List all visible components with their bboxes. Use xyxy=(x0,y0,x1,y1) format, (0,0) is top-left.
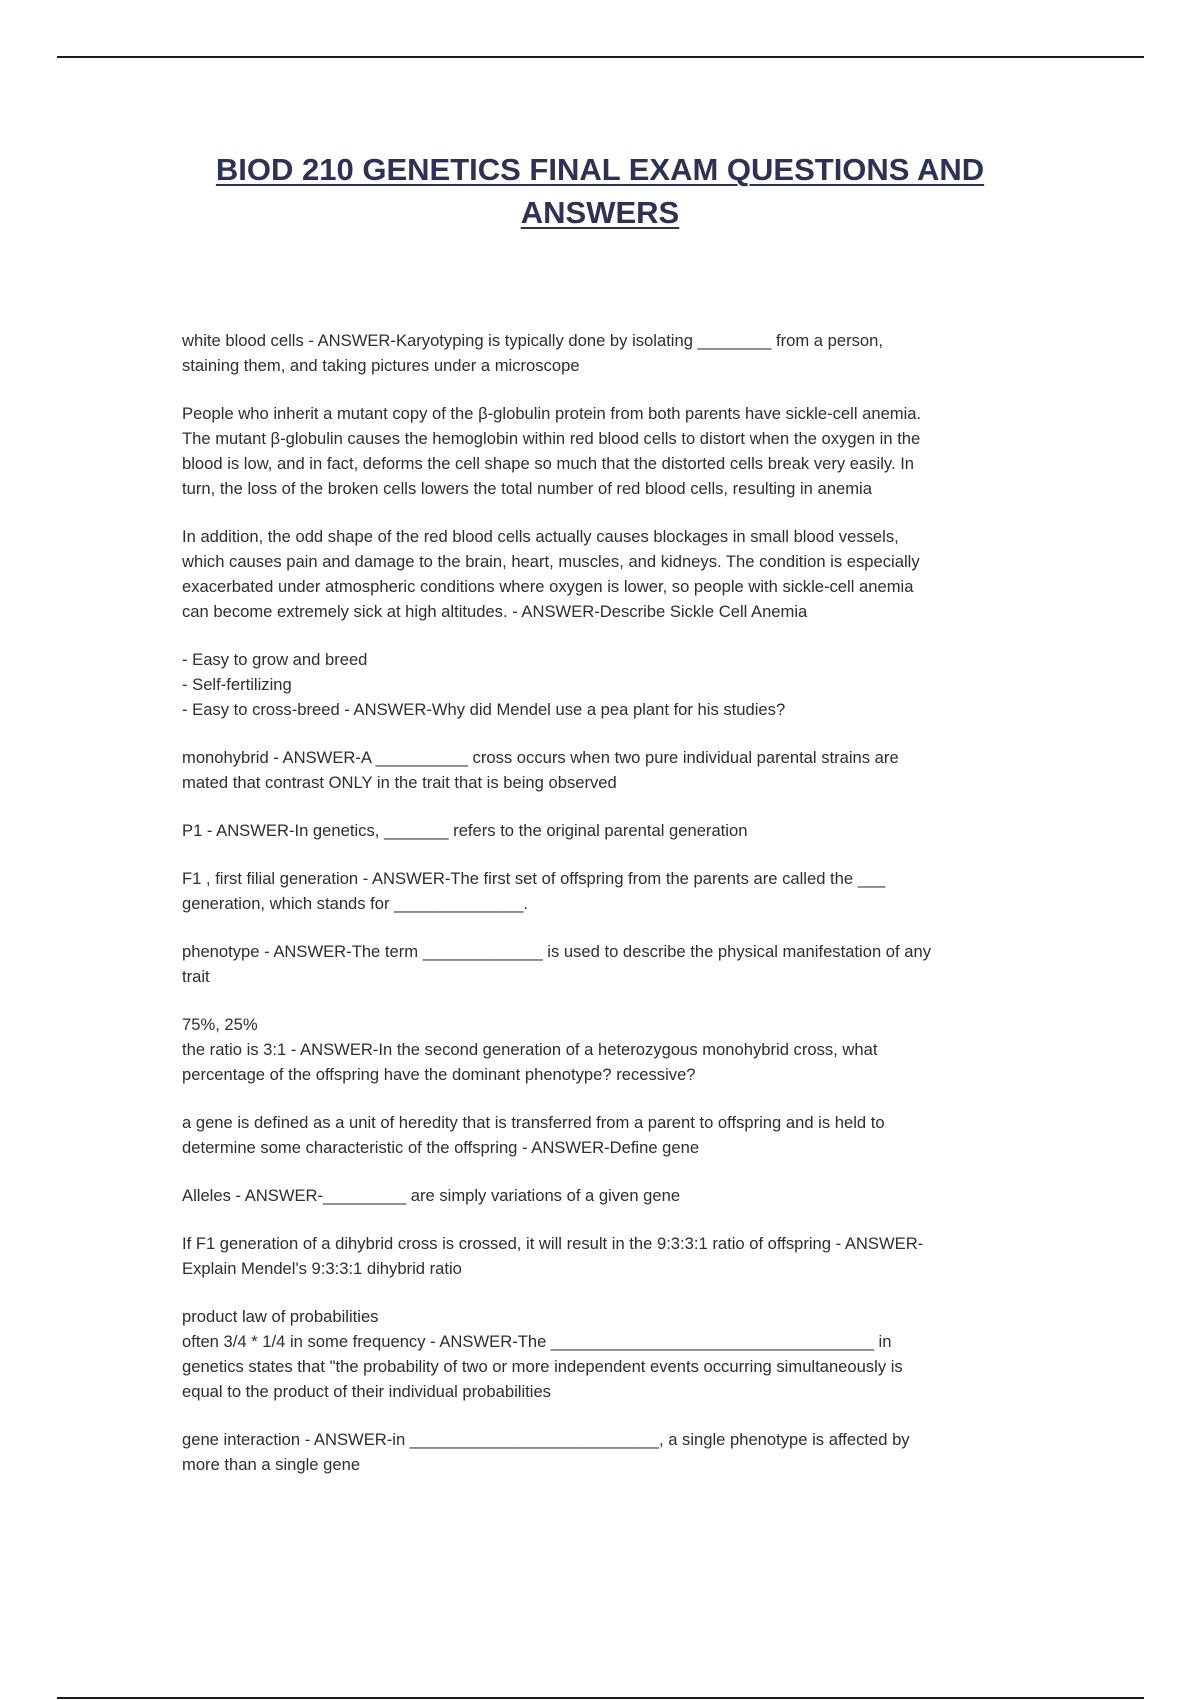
qa-line: F1 , first filial generation - ANSWER-The first set of offspring from the parents are called the ___ xyxy=(182,869,886,888)
footer-rule xyxy=(57,1697,1144,1699)
qa-line: the ratio is 3:1 - ANSWER-In the second generation of a heterozygous monohybrid cross, what xyxy=(182,1040,878,1059)
title-line-1: BIOD 210 GENETICS FINAL EXAM QUESTIONS AND xyxy=(215,152,985,187)
qa-line: more than a single gene xyxy=(182,1455,361,1474)
qa-line: blood is low, and in fact, deforms the cell shape so much that the distorted cells break very easily. In xyxy=(182,454,915,473)
qa-entry xyxy=(182,745,1032,795)
header-rule xyxy=(57,56,1144,58)
qa-entry xyxy=(182,328,1032,378)
qa-line: staining them, and taking pictures under a microscope xyxy=(182,356,580,375)
title-line-2: ANSWERS xyxy=(520,195,680,230)
qa-line: mated that contrast ONLY in the trait that is being observed xyxy=(182,773,617,792)
qa-entry xyxy=(182,818,1032,843)
qa-line: phenotype - ANSWER-The term _____________ is used to describe the physical manifestation of any xyxy=(182,942,931,961)
qa-line: percentage of the offspring have the dominant phenotype? recessive? xyxy=(182,1065,696,1084)
qa-line: generation, which stands for ______________. xyxy=(182,894,528,913)
qa-line: 75%, 25% xyxy=(182,1015,258,1034)
qa-entry xyxy=(182,1304,1032,1404)
qa-entry xyxy=(182,1183,1032,1208)
qa-entry xyxy=(182,647,1032,722)
qa-line: often 3/4 * 1/4 in some frequency - ANSWER-The ___________________________________ in xyxy=(182,1332,892,1351)
qa-entry xyxy=(182,1231,1032,1281)
qa-line: monohybrid - ANSWER-A __________ cross occurs when two pure individual parental strains are xyxy=(182,748,899,767)
qa-line: trait xyxy=(182,967,210,986)
qa-line: gene interaction - ANSWER-in ___________________________, a single phenotype is affected by xyxy=(182,1430,910,1449)
qa-entry xyxy=(182,939,1032,989)
qa-line: In addition, the odd shape of the red blood cells actually causes blockages in small blood vessels, xyxy=(182,527,899,546)
qa-line: The mutant β-globulin causes the hemoglobin within red blood cells to distort when the oxygen in the xyxy=(182,429,921,448)
qa-line: a gene is defined as a unit of heredity that is transferred from a parent to offspring and is held to xyxy=(182,1113,885,1132)
qa-line: - Self-fertilizing xyxy=(182,675,292,694)
qa-line: white blood cells - ANSWER-Karyotyping is typically done by isolating ________ from a person, xyxy=(182,331,883,350)
qa-list xyxy=(182,328,1032,1500)
qa-line: which causes pain and damage to the brain, heart, muscles, and kidneys. The condition is especially xyxy=(182,552,920,571)
qa-line: genetics states that "the probability of two or more independent events occurring simultaneously is xyxy=(182,1357,903,1376)
qa-entry xyxy=(182,524,1032,624)
qa-entry xyxy=(182,1427,1032,1477)
qa-line: equal to the product of their individual probabilities xyxy=(182,1382,551,1401)
qa-line: can become extremely sick at high altitudes. - ANSWER-Describe Sickle Cell Anemia xyxy=(182,602,808,621)
qa-line: - Easy to cross-breed - ANSWER-Why did Mendel use a pea plant for his studies? xyxy=(182,700,786,719)
qa-line: product law of probabilities xyxy=(182,1307,379,1326)
qa-line: P1 - ANSWER-In genetics, _______ refers to the original parental generation xyxy=(182,821,748,840)
qa-line: turn, the loss of the broken cells lowers the total number of red blood cells, resulting in anemia xyxy=(182,479,872,498)
qa-line: exacerbated under atmospheric conditions where oxygen is lower, so people with sickle-cell anemia xyxy=(182,577,914,596)
qa-entry xyxy=(182,1110,1032,1160)
qa-line: Alleles - ANSWER-_________ are simply variations of a given gene xyxy=(182,1186,681,1205)
qa-line: - Easy to grow and breed xyxy=(182,650,368,669)
qa-line: determine some characteristic of the offspring - ANSWER-Define gene xyxy=(182,1138,700,1157)
qa-entry xyxy=(182,1012,1032,1087)
qa-entry xyxy=(182,401,1032,501)
qa-line: People who inherit a mutant copy of the β-globulin protein from both parents have sickle-cell anemia. xyxy=(182,404,922,423)
qa-line: Explain Mendel's 9:3:3:1 dihybrid ratio xyxy=(182,1259,462,1278)
document-title xyxy=(150,148,1050,234)
qa-line: If F1 generation of a dihybrid cross is crossed, it will result in the 9:3:3:1 ratio of offspring - ANSWER- xyxy=(182,1234,924,1253)
qa-entry xyxy=(182,866,1032,916)
